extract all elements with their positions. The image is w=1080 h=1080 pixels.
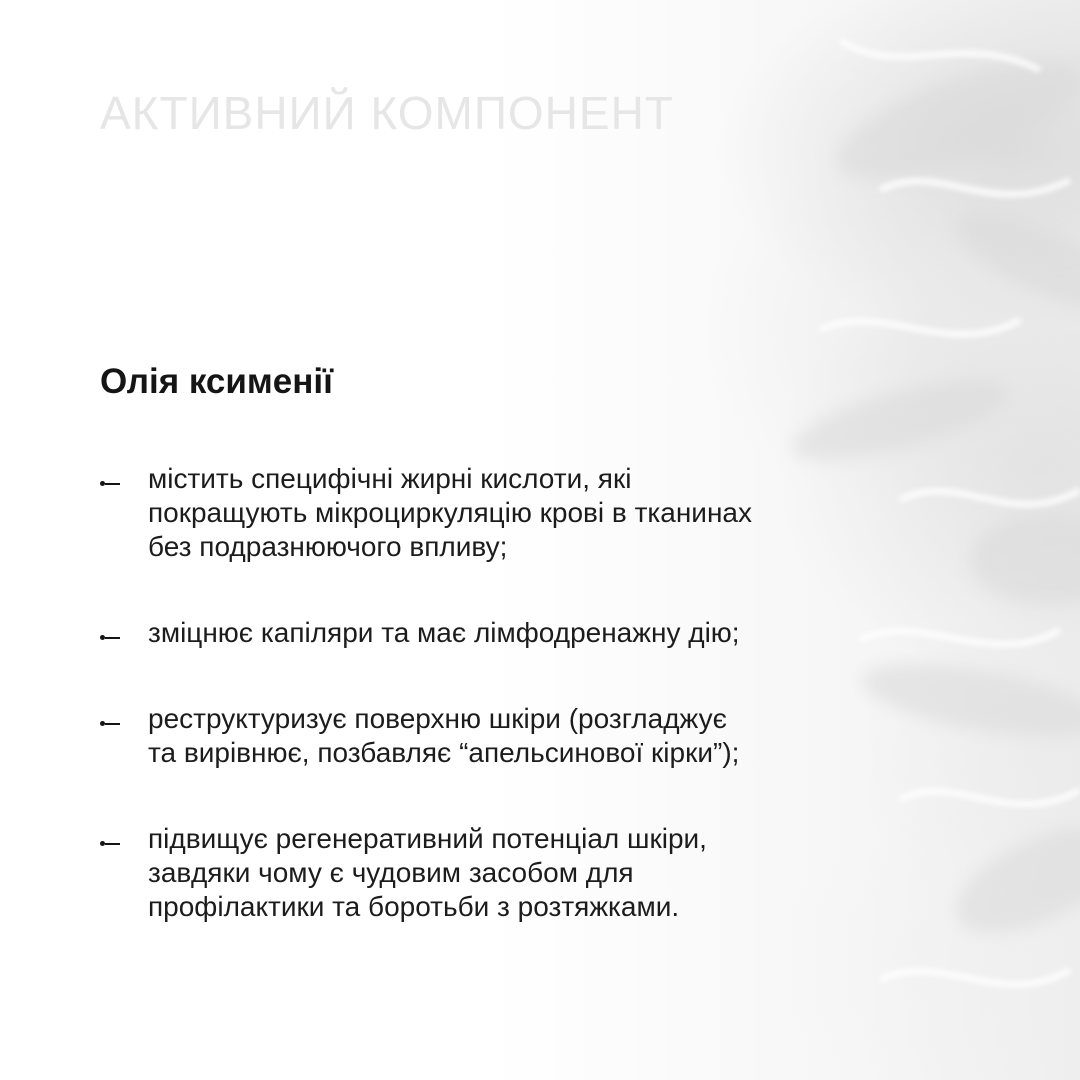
- dot-dash-bullet-icon: [100, 479, 122, 489]
- list-item-line: покращують мікроциркуляцію крові в тканинах: [148, 497, 752, 528]
- list-item-line: профілактики та боротьби з розтяжками.: [148, 891, 680, 922]
- dot-dash-bullet-icon: [100, 719, 122, 729]
- list-item-text: [148, 616, 888, 650]
- list-item-line: реструктуризує поверхню шкіри (розгладжує: [148, 703, 727, 734]
- list-item-line: підвищує регенеративний потенціал шкіри,: [148, 823, 707, 854]
- list-item-text: [148, 702, 888, 770]
- ingredient-title: Олія ксименії: [100, 362, 333, 401]
- dot-dash-bullet-icon: [100, 839, 122, 849]
- list-item-line: містить специфічні жирні кислоти, які: [148, 463, 632, 494]
- list-item-text: [148, 462, 888, 564]
- list-item-line: та вирівнює, позбавляє “апельсинової кірки”);: [148, 737, 740, 768]
- dot-dash-bullet-icon: [100, 633, 122, 643]
- eyebrow-heading: АКТИВНИЙ КОМПОНЕНТ: [100, 87, 674, 139]
- list-item-line: зміцнює капіляри та має лімфодренажну дію;: [148, 617, 740, 648]
- list-item-line: завдяки чому є чудовим засобом для: [148, 857, 634, 888]
- list-item-text: [148, 822, 888, 924]
- list-item-line: без подразнюючого впливу;: [148, 531, 508, 562]
